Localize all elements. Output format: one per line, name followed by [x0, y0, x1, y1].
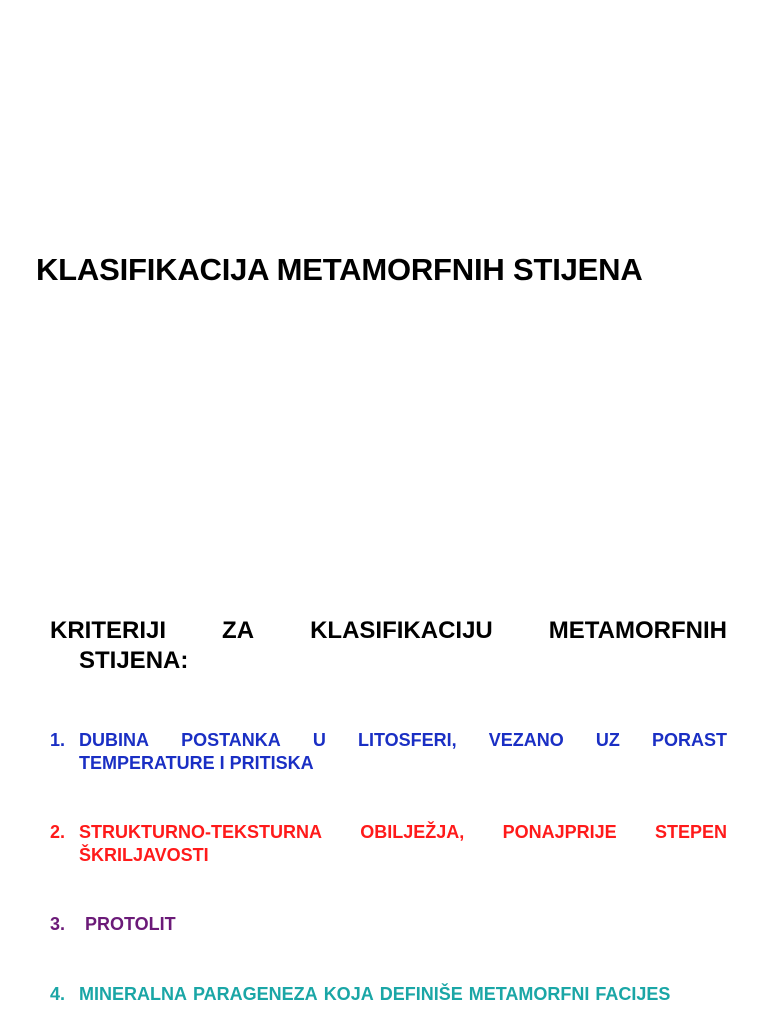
list-item-number: 3. — [50, 914, 66, 934]
list-item — [50, 913, 727, 936]
list-word: METAMORFNI — [468, 984, 590, 1004]
criteria-heading-line2: STIJENA: — [79, 647, 189, 674]
criteria-word: KLASIFIKACIJU — [310, 617, 493, 644]
list-item-row2: TEMPERATURE I PRITISKA — [79, 753, 314, 773]
list-item-row1 — [79, 983, 727, 1006]
list-item — [50, 983, 727, 1006]
list-item-row1 — [79, 729, 727, 752]
list-word: VEZANO — [488, 730, 564, 750]
list-item — [50, 821, 727, 867]
list-word: PROTOLIT — [85, 914, 176, 934]
criteria-heading-line1 — [50, 616, 727, 646]
list-item-body — [85, 913, 727, 936]
list-item-body — [79, 983, 727, 1006]
list-item-body — [79, 729, 727, 775]
list-item-number: 1. — [50, 730, 66, 750]
list-word: KOJA — [323, 984, 374, 1004]
criteria-word: ZA — [222, 617, 255, 644]
criteria-heading — [50, 616, 727, 676]
list-word: OBILJEŽJA, — [360, 822, 465, 842]
list-word: POSTANKA — [181, 730, 281, 750]
list-item-body — [79, 821, 727, 867]
list-item-row1 — [79, 821, 727, 844]
list-word: DEFINIŠE — [379, 984, 463, 1004]
list-word: MINERALNA — [79, 984, 187, 1004]
criteria-word: METAMORFNIH — [548, 617, 727, 644]
list-item-row2: ŠKRILJAVOSTI — [79, 845, 209, 865]
list-word: FACIJES — [595, 984, 671, 1004]
list-item — [50, 729, 727, 775]
list-word: STEPEN — [654, 822, 727, 842]
list-word: STRUKTURNO-TEKSTURNA — [79, 822, 322, 842]
list-word: PONAJPRIJE — [502, 822, 617, 842]
page-title: KLASIFIKACIJA METAMORFNIH STIJENA — [36, 252, 643, 287]
list-word: LITOSFERI, — [357, 730, 457, 750]
list-item-number: 2. — [50, 822, 66, 842]
list-word: DUBINA — [79, 730, 149, 750]
list-word: U — [312, 730, 326, 750]
list-item-number: 4. — [50, 984, 66, 1004]
list-word: PORAST — [651, 730, 727, 750]
list-word: UZ — [595, 730, 620, 750]
list-word: PARAGENEZA — [193, 984, 318, 1004]
criteria-word: KRITERIJI — [50, 617, 167, 644]
list-item-row1 — [85, 913, 727, 936]
